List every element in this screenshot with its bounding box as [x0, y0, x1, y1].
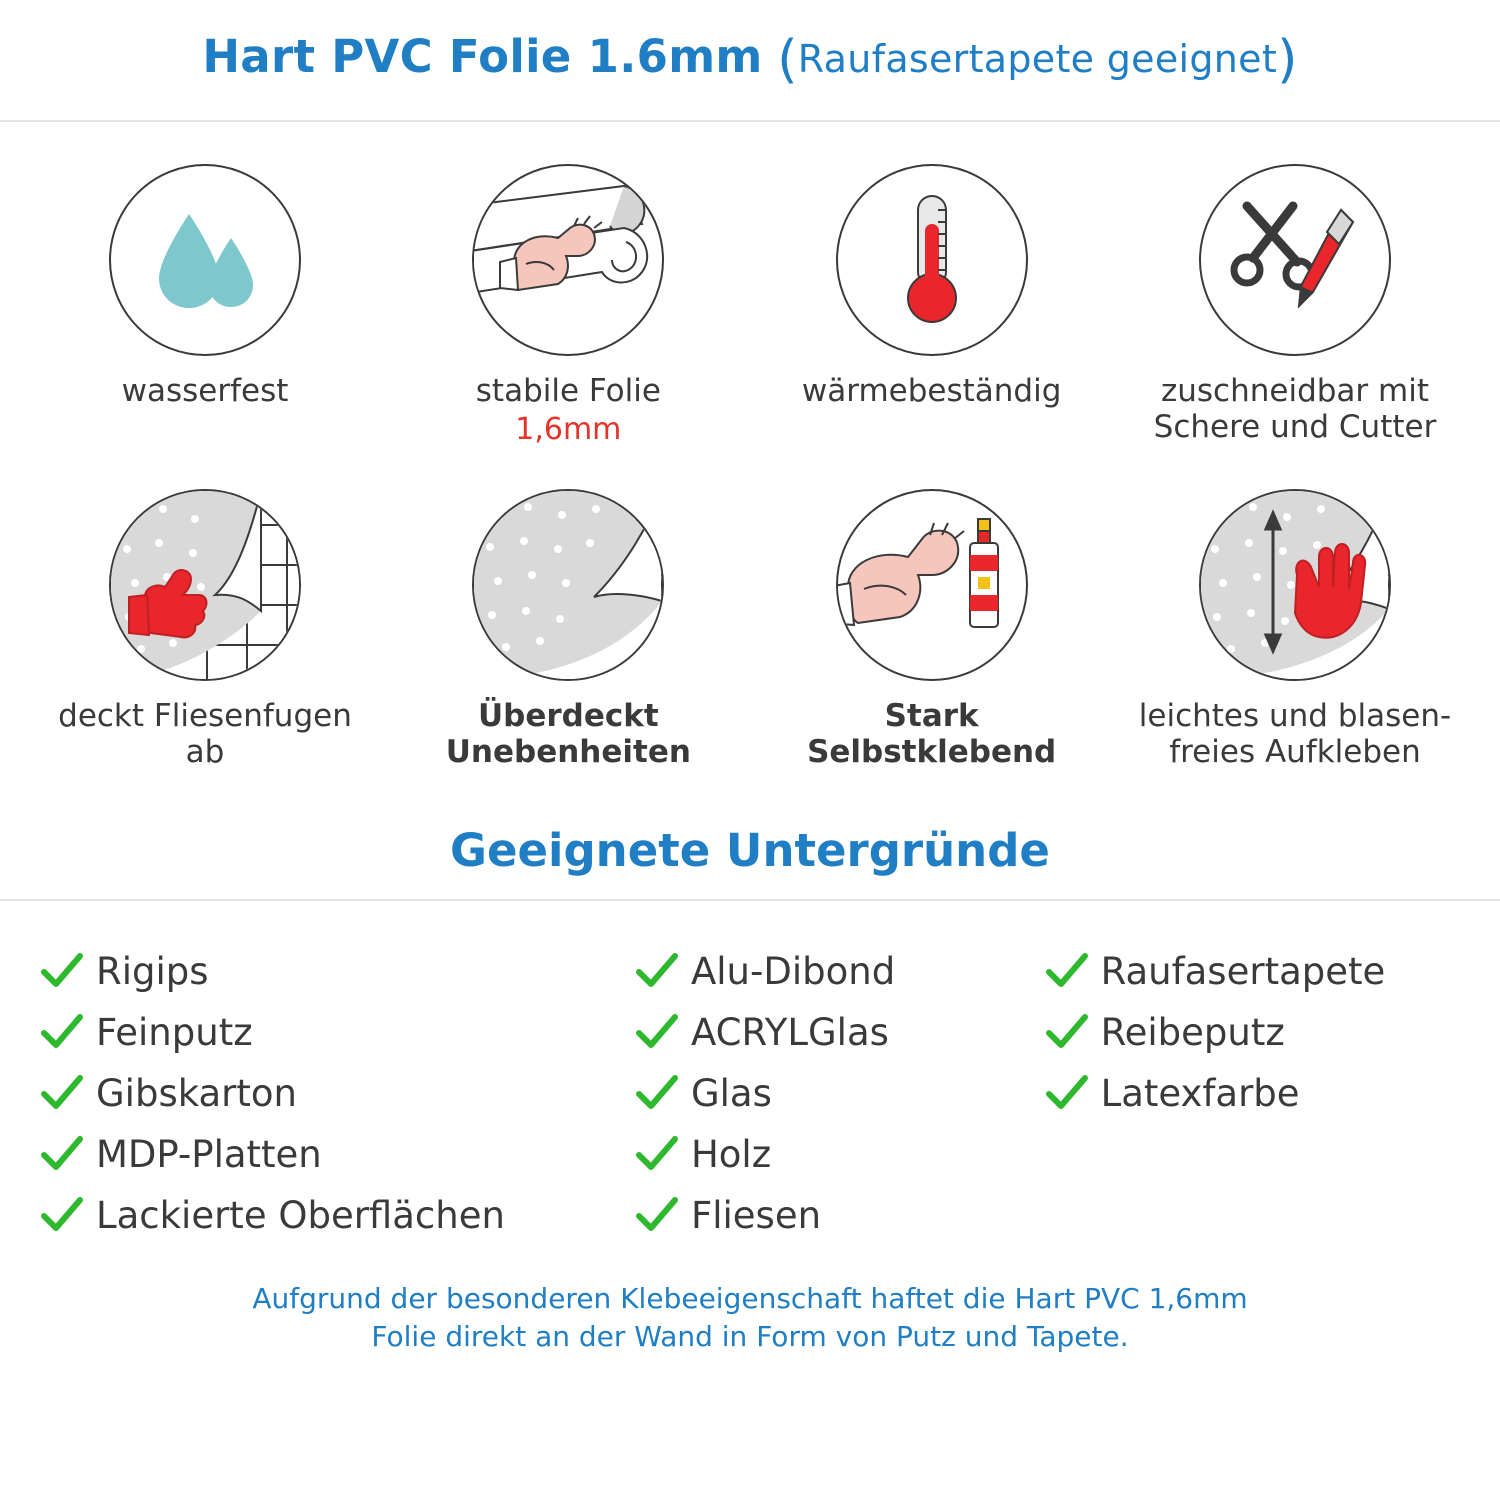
- feature-label: [476, 374, 661, 447]
- checklist-column-2: [633, 941, 1043, 1246]
- check-icon: [633, 1074, 681, 1114]
- feature-zuschneidbar: [1130, 164, 1460, 447]
- feature-label: Überdeckt Unebenheiten: [445, 698, 691, 770]
- feature-stabile-folie: [403, 164, 733, 447]
- feature-stark-selbstklebend: [767, 489, 1097, 770]
- feature-grid: [0, 122, 1500, 770]
- list-item: [633, 1124, 1043, 1185]
- list-item-label: Reibeputz: [1100, 1011, 1285, 1055]
- page-title-parenthetical: [777, 30, 1298, 90]
- list-item-label: Feinputz: [96, 1011, 253, 1055]
- check-icon: [38, 1074, 86, 1114]
- check-icon: [38, 1196, 86, 1236]
- feature-sublabel: 1,6mm: [515, 411, 622, 447]
- check-icon: [38, 1135, 86, 1175]
- list-item-label: Raufasertapete: [1100, 950, 1386, 994]
- thermometer-icon: [838, 166, 1026, 354]
- list-item-label: ACRYLGlas: [690, 1011, 889, 1055]
- check-icon: [633, 1013, 681, 1053]
- feature-label: Stark Selbstklebend: [807, 698, 1057, 770]
- film-peel-icon: [474, 491, 662, 679]
- hand-smooth-icon: [1201, 491, 1389, 679]
- list-item-label: Alu-Dibond: [690, 950, 896, 994]
- list-item-label: MDP-Platten: [96, 1133, 322, 1177]
- arm-glue-icon: [838, 491, 1026, 679]
- cutter-part: [1299, 210, 1353, 306]
- substrate-checklist: [0, 901, 1500, 1246]
- list-item-label: Holz: [690, 1133, 772, 1177]
- feature-fliesenfugen: [40, 489, 370, 770]
- check-icon: [1043, 952, 1091, 992]
- feature-label-text: stabile Folie: [475, 373, 661, 409]
- list-item: [38, 1124, 633, 1185]
- list-item-label: Rigips: [96, 950, 209, 994]
- list-item: [1043, 1002, 1462, 1063]
- page-header: [0, 0, 1500, 122]
- list-item: [633, 1185, 1043, 1246]
- water-drops-icon: [111, 166, 299, 354]
- checklist-column-1: [38, 941, 633, 1246]
- strong-arm-film-icon: [474, 166, 662, 354]
- feature-icon-circle: [109, 489, 301, 681]
- feature-icon-circle: [472, 164, 664, 356]
- glue-tube: [970, 519, 998, 627]
- subheading: Geeignete Untergründe: [450, 824, 1050, 878]
- footnote: [0, 1280, 1500, 1356]
- feature-icon-circle: [472, 489, 664, 681]
- page-title: [202, 30, 1297, 90]
- list-item-label: Latexfarbe: [1100, 1072, 1300, 1116]
- list-item: [38, 1063, 633, 1124]
- subheading-section: [0, 824, 1500, 901]
- feature-icon-circle: [1199, 164, 1391, 356]
- list-item: [1043, 941, 1462, 1002]
- paren-close: ): [1277, 30, 1298, 90]
- feature-label: wärmebeständig: [801, 373, 1062, 409]
- feature-wasserfest: [40, 164, 370, 447]
- list-item: [633, 1002, 1043, 1063]
- check-icon: [633, 1135, 681, 1175]
- feature-icon-circle: [836, 164, 1028, 356]
- page-title-main: Hart PVC Folie 1.6mm: [202, 30, 763, 83]
- list-item-label: Fliesen: [690, 1194, 822, 1238]
- feature-row-1: [40, 164, 1460, 447]
- list-item: [38, 1002, 633, 1063]
- paren-open: (: [777, 30, 798, 90]
- list-item: [1043, 1063, 1462, 1124]
- feature-leichtes-aufkleben: [1130, 489, 1460, 770]
- thumbs-up-tile-icon: [111, 491, 299, 679]
- scissors-part: [1234, 206, 1312, 287]
- check-icon: [633, 1196, 681, 1236]
- check-icon: [1043, 1013, 1091, 1053]
- list-item: [38, 941, 633, 1002]
- check-icon: [38, 1013, 86, 1053]
- feature-label: leichtes und blasen- freies Aufkleben: [1138, 698, 1452, 770]
- list-item: [633, 1063, 1043, 1124]
- list-item-label: Lackierte Oberflächen: [96, 1194, 505, 1238]
- list-item-label: Glas: [690, 1072, 772, 1116]
- feature-row-2: [40, 489, 1460, 770]
- feature-icon-circle: [1199, 489, 1391, 681]
- check-icon: [38, 952, 86, 992]
- feature-waermebestaendig: [767, 164, 1097, 447]
- list-item-label: Gibskarton: [96, 1072, 297, 1116]
- list-item: [38, 1185, 633, 1246]
- checklist-column-3: [1043, 941, 1462, 1246]
- feature-icon-circle: [836, 489, 1028, 681]
- scissors-cutter-icon: [1201, 166, 1389, 354]
- check-icon: [633, 952, 681, 992]
- footnote-line-2: Folie direkt an der Wand in Form von Putz und Tapete.: [371, 1320, 1129, 1354]
- check-icon: [1043, 1074, 1091, 1114]
- feature-ueberdeckt-unebenheiten: [403, 489, 733, 770]
- footnote-line-1: Aufgrund der besonderen Klebeeigenschaft haftet die Hart PVC 1,6mm: [252, 1282, 1248, 1316]
- paren-text: Raufasertapete geeignet: [797, 37, 1278, 81]
- feature-label: deckt Fliesenfugen ab: [58, 698, 352, 770]
- list-item: [633, 941, 1043, 1002]
- feature-label: zuschneidbar mit Schere und Cutter: [1153, 373, 1437, 445]
- feature-icon-circle: [109, 164, 301, 356]
- feature-label: wasserfest: [121, 373, 289, 409]
